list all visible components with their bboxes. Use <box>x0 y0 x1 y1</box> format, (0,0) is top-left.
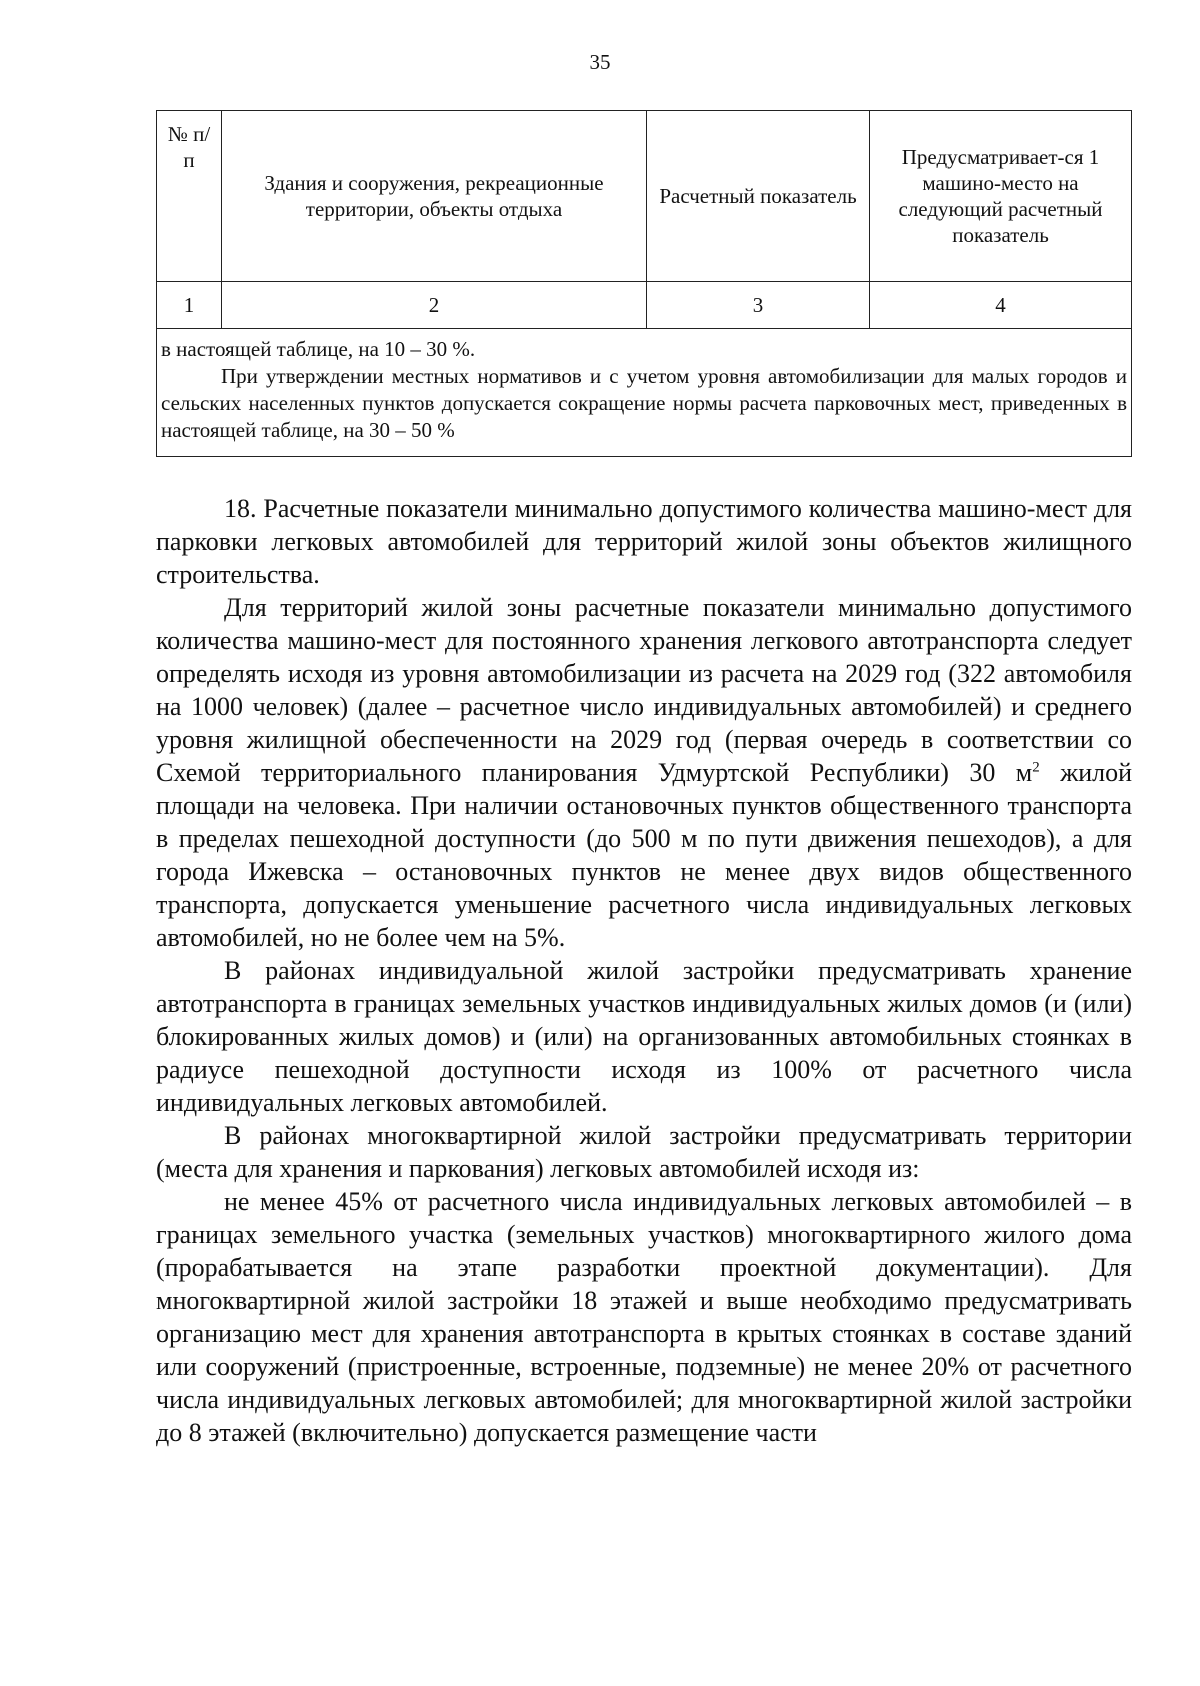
table-note-line-1: в настоящей таблице, на 10 – 30 %. <box>161 337 476 361</box>
square-meter-superscript: 2 <box>1032 759 1040 776</box>
parking-norms-table-header <box>156 110 1132 329</box>
paragraph-45-percent: не менее 45% от расчетного числа индивидуальных легковых автомобилей – в границах земельного участка (земельных участков) многоквартирного жилого дома (прорабатывается на этапе разработки проектной документации). Для многоквартирной жилой застройки 18 этажей и выше необходимо предусматривать организацию мест для хранения автотранспорта в крытых стоянках в составе зданий или сооружений (пристроенные, встроенные, подземные) не менее 20% от расчетного числа индивидуальных легковых автомобилей; для многоквартирной жилой застройки до 8 этажей (включительно) допускается размещение части <box>156 1187 1132 1447</box>
col-header-number: № п/п <box>157 111 222 282</box>
col-header-indicator: Расчетный показатель <box>647 111 870 282</box>
document-body <box>156 492 1132 1449</box>
col-header-buildings: Здания и сооружения, рекреационные территории, объекты отдыха <box>222 111 647 282</box>
paragraph-residential-zone-part-2: жилой площади на человека. При наличии остановочных пунктов общественного транспорта в пределах пешеходной доступности (до 500 м по пути движения пешеходов), а для города Ижевска – остановочных пунктов не менее двух видов общественного транспорта, допускается уменьшение расчетного числа индивидуальных легковых автомобилей, но не более чем на 5%. <box>156 758 1132 952</box>
table-note <box>156 321 1132 457</box>
paragraph-residential-zone <box>156 591 1132 954</box>
paragraph-residential-zone-part-1: Для территорий жилой зоны расчетные показатели минимально допустимого количества машино-мест для постоянного хранения легкового автотранспорта следует определять исходя из уровня автомобилизации из расчета на 2029 год (322 автомобиля на 1000 человек) (далее – расчетное число индивидуальных автомобилей) и среднего уровня жилищной обеспеченности на 2029 год (первая очередь в соответствии со Схемой территориального планирования Удмуртской Республики) 30 м <box>156 593 1132 787</box>
col-number-2: 2 <box>222 282 647 329</box>
col-number-3: 3 <box>647 282 870 329</box>
table-note-line-2: При утверждении местных нормативов и с учетом уровня автомобилизации для малых городов и сельских населенных пунктов допускается сокращение нормы расчета парковочных мест, приведенных в настоящей таблице, на 30 – 50 % <box>161 364 1127 442</box>
col-header-parking-space: Предусматривает-ся 1 машино-место на следующий расчетный показатель <box>870 111 1132 282</box>
page-number: 35 <box>589 50 611 74</box>
col-number-4: 4 <box>870 282 1132 329</box>
col-number-1: 1 <box>157 282 222 329</box>
paragraph-18-heading: 18. Расчетные показатели минимально допустимого количества машино-мест для парковки легковых автомобилей для территорий жилой зоны объектов жилищного строительства. <box>156 494 1132 589</box>
paragraph-apartment-housing: В районах многоквартирной жилой застройки предусматривать территории (места для хранения и паркования) легковых автомобилей исходя из: <box>156 1121 1132 1183</box>
paragraph-individual-housing: В районах индивидуальной жилой застройки предусматривать хранение автотранспорта в границах земельных участков индивидуальных жилых домов (и (или) блокированных жилых домов) и (или) на организованных автомобильных стоянках в радиусе пешеходной доступности исходя из 100% от расчетного числа индивидуальных легковых автомобилей. <box>156 956 1132 1117</box>
